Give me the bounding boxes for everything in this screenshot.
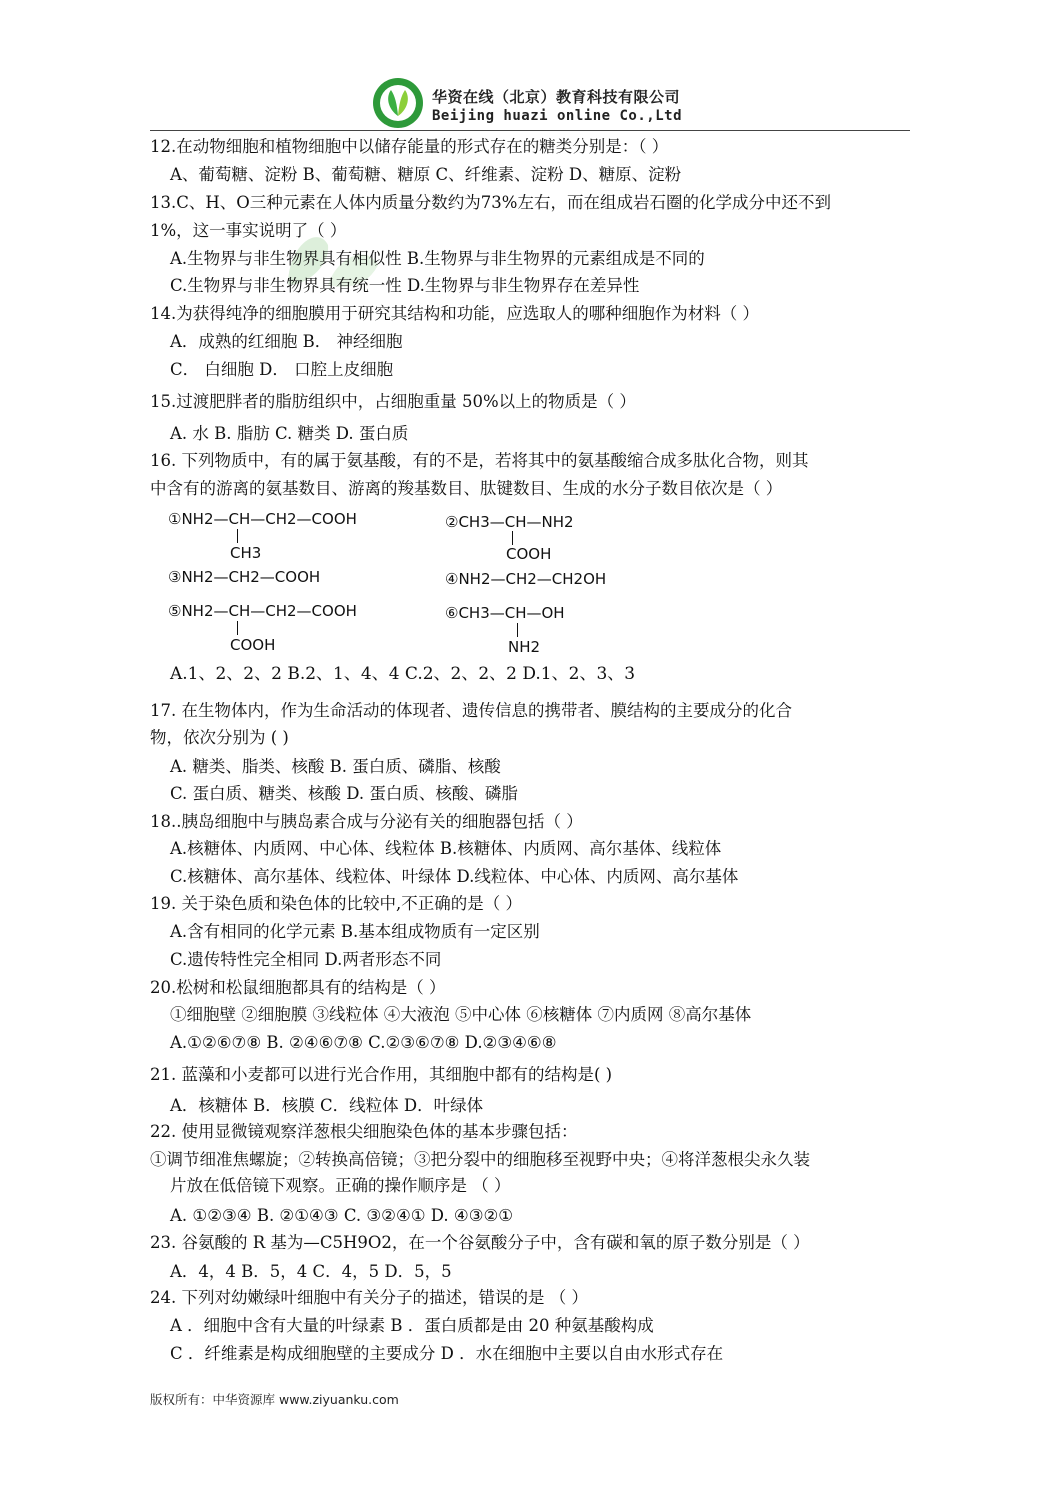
q19-options-cd: C.遗传特性完全相同 D.两者形态不同: [170, 950, 442, 969]
formula-4: ④NH2—CH2—CH2OH: [445, 570, 607, 588]
q22-options: A. ①②③④ B. ②①④③ C. ③②④① D. ④③②①: [170, 1206, 514, 1225]
q20-options: A.①②⑥⑦⑧ B. ②④⑥⑦⑧ C.②③⑥⑦⑧ D.②③④⑥⑧: [170, 1033, 557, 1052]
q22-stem: 22. 使用显微镜观察洋葱根尖细胞染色体的基本步骤包括：: [150, 1122, 578, 1141]
formula-6: ⑥CH3—CH—OH: [445, 604, 565, 622]
q16-stem-cont: 中含有的游离的氨基数目、游离的羧基数目、肽键数目、生成的水分子数目依次是（ ）: [150, 479, 783, 498]
q12-stem: 12.在动物细胞和植物细胞中以储存能量的形式存在的糖类分别是：（ ）: [150, 137, 669, 156]
q15-stem: 15.过渡肥胖者的脂肪组织中，占细胞重量 50%以上的物质是（ ）: [150, 392, 636, 411]
q22-steps: ①调节细准焦螺旋；②转换高倍镜；③把分裂中的细胞移至视野中央；④将洋葱根尖永久装: [150, 1150, 810, 1169]
formula-3: ③NH2—CH2—COOH: [168, 568, 321, 586]
q15-options: A. 水 B. 脂肪 C. 糖类 D. 蛋白质: [170, 424, 409, 443]
q13-options-ab: A.生物界与非生物界具有相似性 B.生物界与非生物界的元素组成是不同的: [170, 249, 705, 268]
formula-6-bond: [517, 623, 518, 637]
company-name-cn: 华资在线（北京）教育科技有限公司: [432, 88, 681, 106]
formula-2: ②CH3—CH—NH2: [445, 513, 574, 531]
q18-options-cd: C.核糖体、高尔基体、线粒体、叶绿体 D.线粒体、中心体、内质网、高尔基体: [170, 867, 739, 886]
q12-options: A、葡萄糖、淀粉 B、葡萄糖、糖原 C、纤维素、淀粉 D、糖原、淀粉: [170, 165, 682, 184]
q22-steps-cont: 片放在低倍镜下观察。正确的操作顺序是 （ ）: [170, 1176, 511, 1195]
q20-items: ①细胞壁 ②细胞膜 ③线粒体 ④大液泡 ⑤中心体 ⑥核糖体 ⑦内质网 ⑧高尔基体: [170, 1005, 752, 1024]
q13-stem-cont: 1%，这一事实说明了（ ）: [150, 221, 347, 240]
q21-options: A．核糖体 B．核膜 C．线粒体 D．叶绿体: [170, 1096, 484, 1115]
q17-options-cd: C. 蛋白质、糖类、核酸 D. 蛋白质、核酸、磷脂: [170, 784, 518, 803]
q23-options: A．4，4 B．5，4 C．4，5 D．5，5: [170, 1262, 452, 1281]
formula-5: ⑤NH2—CH—CH2—COOH: [168, 602, 357, 620]
q17-stem-cont: 物，依次分别为 ( ): [150, 728, 289, 747]
q24-options-ab: A ．细胞中含有大量的叶绿素 B ．蛋白质都是由 20 种氨基酸构成: [170, 1316, 654, 1335]
q18-stem: 18..胰岛细胞中与胰岛素合成与分泌有关的细胞器包括（ ）: [150, 812, 583, 831]
q19-options-ab: A.含有相同的化学元素 B.基本组成物质有一定区别: [170, 922, 540, 941]
q23-stem: 23. 谷氨酸的 R 基为—C5H9O2，在一个谷氨酸分子中，含有碳和氧的原子数分别是（ ）: [150, 1233, 810, 1252]
copyright-footer: 版权所有：中华资源库 www.ziyuanku.com: [150, 1392, 399, 1407]
formula-5-branch: COOH: [230, 636, 276, 654]
formula-1-bond: [237, 529, 238, 543]
formula-2-bond: [512, 531, 513, 545]
formula-5-bond: [237, 621, 238, 635]
formula-1: ①NH2—CH—CH2—COOH: [168, 510, 357, 528]
company-name-en: Beijing huazi online Co.,Ltd: [432, 108, 683, 124]
q17-stem: 17. 在生物体内，作为生命活动的体现者、遗传信息的携带者、膜结构的主要成分的化合: [150, 701, 792, 720]
q16-options: A.1、2、2、2 B.2、1、4、4 C.2、2、2、2 D.1、2、3、3: [170, 664, 636, 684]
q21-stem: 21. 蓝藻和小麦都可以进行光合作用，其细胞中都有的结构是( ): [150, 1065, 613, 1084]
header-divider: [150, 130, 910, 131]
formula-6-branch: NH2: [508, 638, 541, 656]
q14-stem: 14.为获得纯净的细胞膜用于研究其结构和功能，应选取人的哪种细胞作为材料（ ）: [150, 304, 759, 323]
q14-options-ab: A．成熟的红细胞 B． 神经细胞: [170, 332, 403, 351]
q13-stem: 13.C、H、O三种元素在人体内质量分数约为73%左右，而在组成岩石圈的化学成分中还不到: [150, 193, 831, 212]
company-logo: [371, 76, 425, 130]
q24-options-cd: C ．纤维素是构成细胞壁的主要成分 D ．水在细胞中主要以自由水形式存在: [170, 1344, 724, 1363]
q14-options-cd: C． 白细胞 D． 口腔上皮细胞: [170, 360, 394, 379]
q17-options-ab: A. 糖类、脂类、核酸 B. 蛋白质、磷脂、核酸: [170, 757, 501, 776]
q24-stem: 24. 下列对幼嫩绿叶细胞中有关分子的描述，错误的是 （ ）: [150, 1288, 588, 1307]
q16-stem: 16. 下列物质中，有的属于氨基酸，有的不是，若将其中的氨基酸缩合成多肽化合物，则其: [150, 451, 809, 470]
formula-1-branch: CH3: [230, 544, 262, 562]
q18-options-ab: A.核糖体、内质网、中心体、线粒体 B.核糖体、内质网、高尔基体、线粒体: [170, 839, 722, 858]
formula-2-branch: COOH: [506, 545, 552, 563]
q19-stem: 19. 关于染色质和染色体的比较中,不正确的是（ ）: [150, 894, 522, 913]
q13-options-cd: C.生物界与非生物界具有统一性 D.生物界与非生物界存在差异性: [170, 276, 640, 295]
q20-stem: 20.松树和松鼠细胞都具有的结构是（ ）: [150, 978, 446, 997]
